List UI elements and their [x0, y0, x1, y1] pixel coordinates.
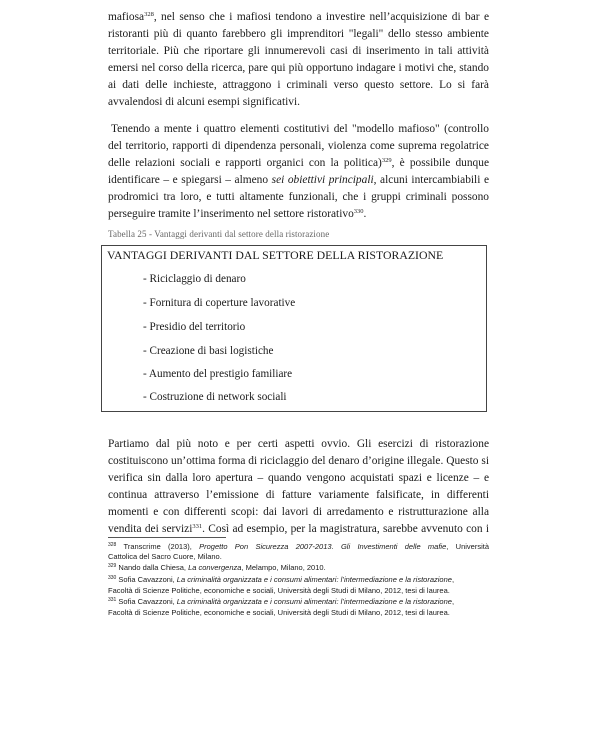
body-line: continua attraverso l’emissione di fatture variamente falsificate, in differenti — [108, 489, 489, 501]
footnote: $^{331}$ Sofia Cavazzoni, La criminalità organizzata e i consumi alimentari: l’intermediazione e la ristorazione, — [108, 597, 455, 606]
table-item: - Riciclaggio di denaro — [143, 273, 246, 285]
footnote: $^{329}$ Nando dalla Chiesa, La convergenza, Melampo, Milano, 2010. — [108, 563, 326, 572]
body-line: Partiamo dal più noto e per certi aspetti ovvio. Gli esercizi di ristorazione — [108, 438, 489, 450]
body-line: ristoranti più di quanto farebbero gli imprenditori "legali" dello stesso ambiente — [108, 28, 489, 40]
body-line: perseguire tramite l’inserimento nel settore ristorativo$^{330}$. — [108, 208, 367, 220]
body-line: costituiscono un’ottima forma di riciclaggio del denaro d’origine illegale. Questo si — [108, 455, 489, 467]
table-caption: Tabella 25 - Vantaggi derivanti dal settore della ristorazione — [108, 229, 330, 239]
footnote-separator — [108, 537, 226, 538]
footnote: $^{328}$ Transcrime (2013), Progetto Pon Sicurezza 2007-2013. Gli Investimenti delle mafie, Università — [108, 542, 490, 551]
body-line: Tenendo a mente i quattro elementi costitutivi del "modello mafioso" (controllo — [111, 123, 489, 135]
body-line: avvalendosi di alcuni esempi significativi. — [108, 96, 301, 108]
footnote: Facoltà di Scienze Politiche, economiche e sociali, Università degli Studi di Milano, 2012, tesi di laurea. — [108, 608, 450, 617]
body-line: mafiosa$^{328}$, nel senso che i mafiosi tendono a investire nell’acquisizione di bar e — [108, 11, 489, 23]
body-line: territoriale. Più che riportare gli innumerevoli casi di inserimento in tali attività — [108, 45, 489, 57]
body-line: vendita dei servizi$^{331}$. Così ad esempio, per la magistratura, sarebbe avvenuto con i — [108, 523, 490, 535]
table-item: - Creazione di basi logistiche — [143, 345, 274, 357]
body-line: verifica sin dalla loro apertura – quando vengono acquistati spazi e licenze – e — [108, 472, 489, 484]
body-line: emersi nel corso della ricerca, pare qui più opportuno indagare i motivi che, stando — [108, 62, 489, 74]
table-item: - Presidio del territorio — [143, 321, 246, 333]
table-item: - Aumento del prestigio familiare — [143, 368, 293, 380]
body-line: identificare – e spiegarsi – almeno sei obiettivi principali, alcuni intercambiabili e — [108, 174, 489, 186]
table-item: - Fornitura di coperture lavorative — [143, 297, 296, 309]
body-line: ai dati delle inchieste, attraggono i criminali verso questo settore. Lo si farà — [108, 79, 489, 91]
body-line: momenti e con differenti scopi: dai lavori di arredamento e ristrutturazione alla — [108, 506, 489, 518]
table-item: - Costruzione di network sociali — [143, 391, 287, 403]
table-title: VANTAGGI DERIVANTI DAL SETTORE DELLA RISTORAZIONE — [107, 248, 444, 262]
footnote: Cattolica del Sacro Cuore, Milano. — [108, 552, 222, 561]
body-line: del territorio, rapporti di dipendenza personali, violenza come suprema regolatrice — [108, 140, 489, 152]
footnote: $^{330}$ Sofia Cavazzoni, La criminalità organizzata e i consumi alimentari: l’intermediazione e la ristorazione, — [108, 575, 455, 584]
body-line: delle relazioni sociali e rapporti organici con la politica)$^{329}$, è possibile dunque — [108, 157, 490, 169]
advantages-table — [101, 245, 487, 412]
body-line: prodromici tra loro, e tutti altamente funzionali, che i gruppi criminali possono — [108, 191, 489, 203]
footnote: Facoltà di Scienze Politiche, economiche e sociali, Università degli Studi di Milano, 2012, tesi di laurea. — [108, 586, 450, 595]
